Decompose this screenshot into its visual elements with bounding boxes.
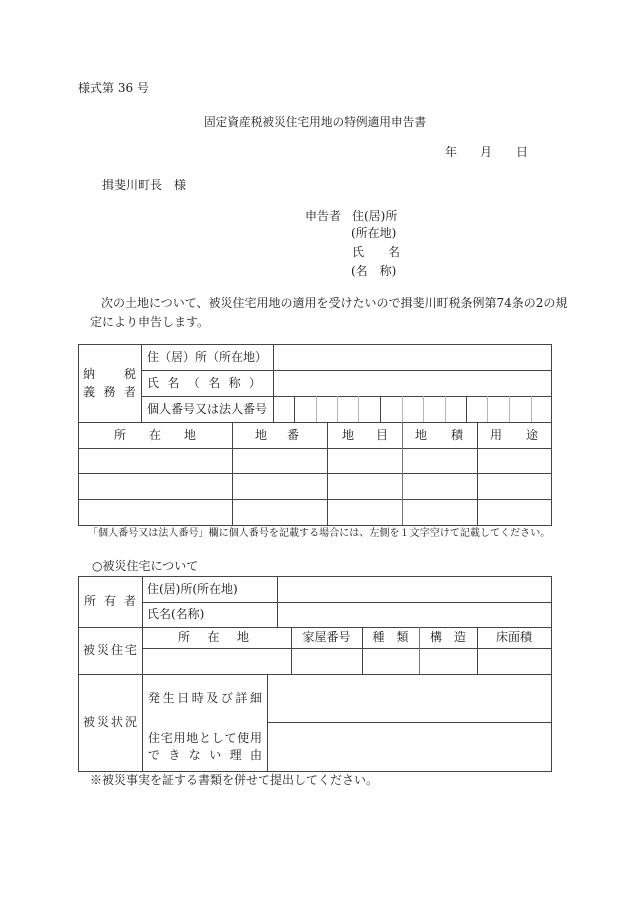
- taxpayer-mynumber-label-text: 個人番号又は法人番号: [147, 401, 268, 416]
- damaged-house-label-text: 被災住宅: [83, 643, 137, 657]
- house-header-number-text: 家屋番号: [302, 630, 351, 644]
- damage-status-label: [78, 674, 142, 771]
- date-year-label: 年: [445, 145, 458, 159]
- owner-label: [78, 576, 142, 627]
- housing-section-heading: ○被災住宅について: [92, 559, 199, 573]
- land-header-lot-number: [232, 422, 327, 448]
- land-header-location: [78, 422, 232, 448]
- damaged-house-label: [78, 627, 142, 674]
- house-number-field: [292, 649, 362, 674]
- house-header-location: [142, 627, 291, 648]
- unusable-reason-label-line-2: できない理由: [148, 747, 262, 762]
- footer-note: ※被災事実を証する書類を併せて提出してください。: [90, 773, 379, 787]
- house-header-structure-text: 構 造: [429, 630, 466, 644]
- owner-address-label-text: 住(居)所(所在地): [147, 581, 238, 596]
- owner-address-label: [142, 576, 277, 602]
- declarant-label: 申告者: [305, 209, 342, 223]
- owner-name-label: [142, 602, 277, 627]
- taxpayer-address-field: [274, 345, 551, 370]
- house-header-type-text: 種 類: [372, 630, 409, 644]
- house-header-floor-area-text: 床面積: [495, 630, 532, 644]
- occurrence-label: [142, 674, 267, 722]
- land-header-use: [477, 422, 551, 448]
- house-location-field: [143, 649, 291, 674]
- owner-label-text: 所有者: [84, 594, 136, 608]
- land-header-lot-number-text: 地番: [255, 427, 299, 442]
- taxpayer-group-label-line-2: 義 務 者: [83, 385, 136, 399]
- declarant-address-alt-label: (所在地): [351, 226, 397, 240]
- date-month-label: 月: [480, 145, 493, 159]
- table-rule: [78, 448, 551, 449]
- owner-name-label-text: 氏名(名称): [147, 607, 205, 621]
- taxpayer-address-label: [141, 344, 273, 370]
- taxpayer-name-field: [274, 371, 551, 396]
- unusable-reason-field: [268, 723, 551, 771]
- addressee: 揖斐川町長 様: [102, 178, 187, 192]
- declarant-name-label: 氏 名: [352, 245, 401, 259]
- land-header-category-text: 地目: [342, 427, 388, 442]
- house-header-structure: [419, 627, 477, 648]
- house-type-field: [363, 649, 419, 674]
- land-header-area-text: 地積: [415, 427, 463, 442]
- table-rule: [78, 473, 551, 474]
- table-rule: [78, 499, 551, 500]
- taxpayer-name-label: [141, 370, 273, 396]
- house-header-location-text: 所 在 地: [178, 630, 249, 644]
- intro-line-1: 次の土地について、被災住宅用地の適用を受けたいので揖斐川町税条例第74条の2の規: [101, 296, 568, 310]
- house-structure-field: [420, 649, 477, 674]
- taxpayer-mynumber-label: [141, 396, 273, 422]
- land-header-use-text: 用途: [490, 427, 538, 442]
- mynumber-note: 「個人番号又は法人番号」欄に個人番号を記載する場合には、左側を１文字空けて記載してください。: [88, 528, 551, 539]
- taxpayer-mynumber-field: [274, 397, 551, 422]
- house-header-number: [291, 627, 362, 648]
- form-number: 様式第 36 号: [78, 81, 149, 95]
- intro-line-2: 定により申告します。: [90, 315, 210, 329]
- owner-address-field: [278, 577, 551, 602]
- taxpayer-group-label-line-1: 納 税: [83, 367, 136, 381]
- taxpayer-group-label: [78, 344, 141, 422]
- unusable-reason-label: [142, 722, 267, 771]
- house-header-floor-area: [477, 627, 551, 648]
- owner-name-field: [278, 603, 551, 627]
- damage-status-label-text: 被災状況: [83, 715, 137, 729]
- land-header-location-text: 所在地: [114, 427, 196, 442]
- house-header-type: [362, 627, 419, 648]
- taxpayer-name-label-text: 氏名（名称）: [147, 375, 267, 390]
- taxpayer-address-label-text: 住（居）所（所在地）: [147, 349, 268, 364]
- page-title: 固定資産税被災住宅用地の特例適用申告書: [203, 115, 427, 129]
- house-floor-area-field: [478, 649, 551, 674]
- land-header-category: [327, 422, 402, 448]
- land-header-area: [402, 422, 477, 448]
- declarant-address-label: 住(居)所: [352, 209, 398, 223]
- occurrence-field: [268, 675, 551, 722]
- date-day-label: 日: [516, 145, 529, 159]
- unusable-reason-label-line-1: 住宅用地として使用: [148, 730, 262, 745]
- declarant-name-alt-label: (名 称): [351, 264, 397, 278]
- occurrence-label-text: 発生日時及び詳細: [148, 690, 262, 705]
